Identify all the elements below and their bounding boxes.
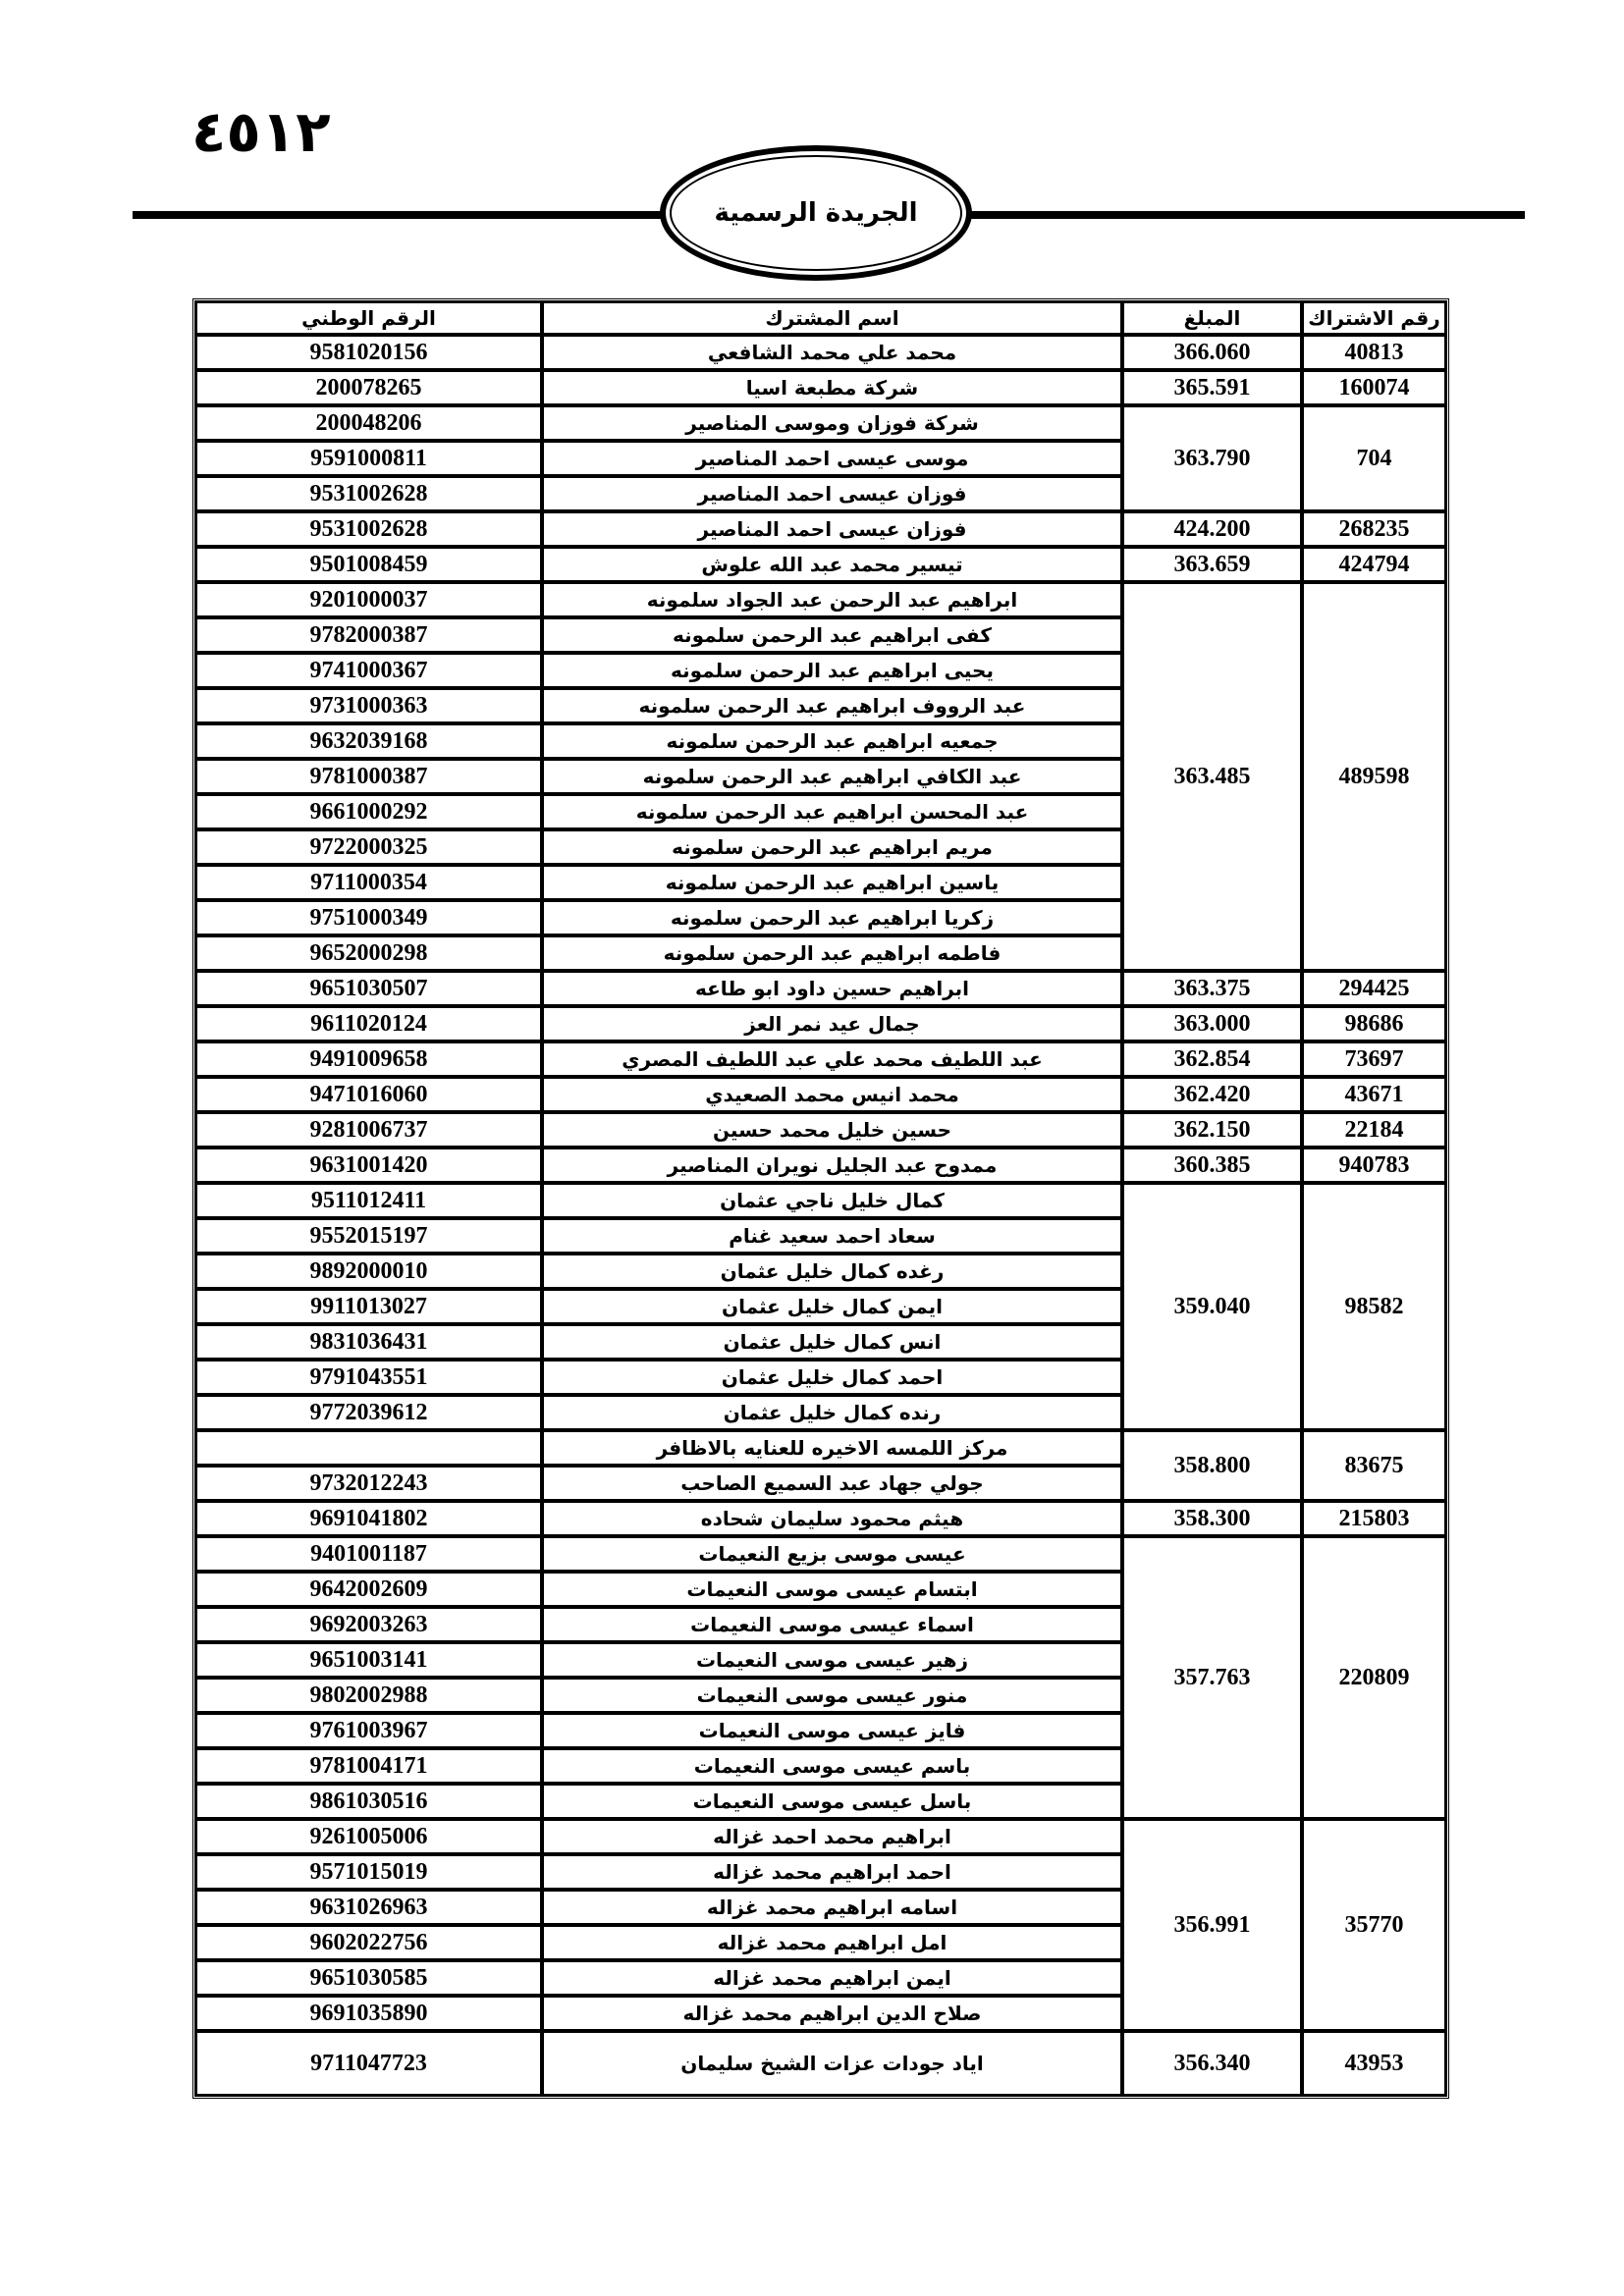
national-id-cell: 9691035890	[195, 1996, 542, 2031]
national-id-cell: 9692003263	[195, 1607, 542, 1642]
amount-cell: 363.000	[1122, 1006, 1302, 1041]
subscription-number-cell: 22184	[1302, 1112, 1446, 1148]
subscriber-name-cell: كفى ابراهيم عبد الرحمن سلمونه	[542, 617, 1122, 653]
subscriber-name-cell: جولي جهاد عبد السميع الصاحب	[542, 1466, 1122, 1501]
national-id-cell: 9631026963	[195, 1890, 542, 1925]
amount-cell: 358.300	[1122, 1501, 1302, 1536]
subscriber-name-cell: فايز عيسى موسى النعيمات	[542, 1713, 1122, 1748]
subscription-number-cell: 215803	[1302, 1501, 1446, 1536]
national-id-cell: 9591000811	[195, 441, 542, 476]
national-id-cell: 9732012243	[195, 1466, 542, 1501]
national-id-cell: 9741000367	[195, 653, 542, 688]
national-id-cell: 9642002609	[195, 1572, 542, 1607]
national-id-cell: 9531002628	[195, 511, 542, 547]
header-subscription: رقم الاشتراك	[1302, 301, 1446, 335]
subscriber-name-cell: ابتسام عيسى موسى النعيمات	[542, 1572, 1122, 1607]
subscription-number-cell: 424794	[1302, 547, 1446, 582]
amount-cell: 359.040	[1122, 1183, 1302, 1430]
national-id-cell: 9471016060	[195, 1077, 542, 1112]
table-row	[195, 2031, 1446, 2096]
table-row	[195, 547, 1446, 582]
amount-cell: 362.854	[1122, 1041, 1302, 1077]
header-oval	[660, 145, 972, 281]
national-id-cell: 9581020156	[195, 335, 542, 370]
national-id-cell: 9571015019	[195, 1854, 542, 1890]
table-row	[195, 1006, 1446, 1041]
page-number: ٤٥١٢	[191, 98, 331, 165]
table-row	[195, 335, 1446, 370]
subscriber-name-cell: ابراهيم محمد احمد غزاله	[542, 1819, 1122, 1854]
subscriber-name-cell: ممدوح عبد الجليل نويران المناصير	[542, 1148, 1122, 1183]
subscriber-name-cell: فوزان عيسى احمد المناصير	[542, 511, 1122, 547]
amount-cell: 363.790	[1122, 405, 1302, 511]
subscribers-table	[192, 298, 1449, 2099]
national-id-cell: 9781004171	[195, 1748, 542, 1784]
amount-cell: 365.591	[1122, 370, 1302, 405]
subscriber-name-cell: كمال خليل ناجي عثمان	[542, 1183, 1122, 1218]
subscriber-name-cell: موسى عيسى احمد المناصير	[542, 441, 1122, 476]
amount-cell: 363.485	[1122, 582, 1302, 971]
national-id-cell: 9261005006	[195, 1819, 542, 1854]
subscription-number-cell: 83675	[1302, 1430, 1446, 1501]
table-row	[195, 1430, 1446, 1466]
subscriber-name-cell: تيسير محمد عبد الله علوش	[542, 547, 1122, 582]
national-id-cell: 9511012411	[195, 1183, 542, 1218]
subscription-number-cell: 35770	[1302, 1819, 1446, 2031]
subscriber-name-cell: زكريا ابراهيم عبد الرحمن سلمونه	[542, 900, 1122, 935]
table-row	[195, 405, 1446, 441]
amount-cell: 366.060	[1122, 335, 1302, 370]
subscriber-name-cell: منور عيسى موسى النعيمات	[542, 1678, 1122, 1713]
subscriber-name-cell: اسامه ابراهيم محمد غزاله	[542, 1890, 1122, 1925]
subscriber-name-cell: فاطمه ابراهيم عبد الرحمن سلمونه	[542, 935, 1122, 971]
national-id-cell: 9711000354	[195, 865, 542, 900]
national-id-cell: 9661000292	[195, 794, 542, 829]
subscriber-name-cell: مريم ابراهيم عبد الرحمن سلمونه	[542, 829, 1122, 865]
amount-cell: 424.200	[1122, 511, 1302, 547]
national-id-cell: 9611020124	[195, 1006, 542, 1041]
table-header-row	[195, 301, 1446, 335]
subscriber-name-cell: جمعيه ابراهيم عبد الرحمن سلمونه	[542, 723, 1122, 759]
national-id-cell: 9201000037	[195, 582, 542, 617]
national-id-cell: 9691041802	[195, 1501, 542, 1536]
national-id-cell: 9651003141	[195, 1642, 542, 1678]
table-row	[195, 511, 1446, 547]
subscriber-name-cell: محمد علي محمد الشافعي	[542, 335, 1122, 370]
national-id-cell: 9651030507	[195, 971, 542, 1006]
subscriber-name-cell: شركة فوزان وموسى المناصير	[542, 405, 1122, 441]
table-row	[195, 1077, 1446, 1112]
subscriber-name-cell: انس كمال خليل عثمان	[542, 1324, 1122, 1360]
national-id-cell: 9401001187	[195, 1536, 542, 1572]
amount-cell: 362.420	[1122, 1077, 1302, 1112]
national-id-cell: 9782000387	[195, 617, 542, 653]
header-amount: المبلغ	[1122, 301, 1302, 335]
subscriber-name-cell: باسم عيسى موسى النعيمات	[542, 1748, 1122, 1784]
national-id-cell: 9501008459	[195, 547, 542, 582]
national-id-cell: 9652000298	[195, 935, 542, 971]
national-id-cell: 9632039168	[195, 723, 542, 759]
subscription-number-cell: 294425	[1302, 971, 1446, 1006]
national-id-cell	[195, 1430, 542, 1466]
national-id-cell: 9531002628	[195, 476, 542, 511]
subscriber-name-cell: حسين خليل محمد حسين	[542, 1112, 1122, 1148]
amount-cell: 360.385	[1122, 1148, 1302, 1183]
national-id-cell: 9281006737	[195, 1112, 542, 1148]
subscriber-name-cell: هيثم محمود سليمان شحاده	[542, 1501, 1122, 1536]
subscription-number-cell: 268235	[1302, 511, 1446, 547]
subscriber-name-cell: رغده كمال خليل عثمان	[542, 1254, 1122, 1289]
subscriber-name-cell: سعاد احمد سعيد غنام	[542, 1218, 1122, 1254]
national-id-cell: 9751000349	[195, 900, 542, 935]
national-id-cell: 9651030585	[195, 1960, 542, 1996]
subscriber-name-cell: اسماء عيسى موسى النعيمات	[542, 1607, 1122, 1642]
subscriber-name-cell: رنده كمال خليل عثمان	[542, 1395, 1122, 1430]
subscriber-name-cell: زهير عيسى موسى النعيمات	[542, 1642, 1122, 1678]
subscription-number-cell: 704	[1302, 405, 1446, 511]
national-id-cell: 9861030516	[195, 1784, 542, 1819]
subscriber-name-cell: عبد المحسن ابراهيم عبد الرحمن سلمونه	[542, 794, 1122, 829]
table-row	[195, 1148, 1446, 1183]
subscription-number-cell: 160074	[1302, 370, 1446, 405]
subscriber-name-cell: عيسى موسى بزيع النعيمات	[542, 1536, 1122, 1572]
amount-cell: 356.991	[1122, 1819, 1302, 2031]
subscription-number-cell: 489598	[1302, 582, 1446, 971]
national-id-cell: 9722000325	[195, 829, 542, 865]
subscriber-name-cell: ياسين ابراهيم عبد الرحمن سلمونه	[542, 865, 1122, 900]
table-row	[195, 370, 1446, 405]
table-row	[195, 582, 1446, 617]
national-id-cell: 9602022756	[195, 1925, 542, 1960]
national-id-cell: 200078265	[195, 370, 542, 405]
subscriber-name-cell: ابراهيم حسين داود ابو طاعه	[542, 971, 1122, 1006]
header-name: اسم المشترك	[542, 301, 1122, 335]
amount-cell: 362.150	[1122, 1112, 1302, 1148]
subscription-number-cell: 98686	[1302, 1006, 1446, 1041]
subscriber-name-cell: ايمن كمال خليل عثمان	[542, 1289, 1122, 1324]
amount-cell: 357.763	[1122, 1536, 1302, 1819]
national-id-cell: 9761003967	[195, 1713, 542, 1748]
table-row	[195, 971, 1446, 1006]
national-id-cell: 9731000363	[195, 688, 542, 723]
subscriber-name-cell: صلاح الدين ابراهيم محمد غزاله	[542, 1996, 1122, 2031]
national-id-cell: 9711047723	[195, 2031, 542, 2096]
subscriber-name-cell: جمال عيد نمر العز	[542, 1006, 1122, 1041]
subscriber-name-cell: مركز اللمسه الاخيره للعنايه بالاظافر	[542, 1430, 1122, 1466]
national-id-cell: 9802002988	[195, 1678, 542, 1713]
table-row	[195, 1819, 1446, 1854]
national-id-cell: 9491009658	[195, 1041, 542, 1077]
subscriber-name-cell: يحيى ابراهيم عبد الرحمن سلمونه	[542, 653, 1122, 688]
subscriber-name-cell: امل ابراهيم محمد غزاله	[542, 1925, 1122, 1960]
header-national-id: الرقم الوطني	[195, 301, 542, 335]
subscription-number-cell: 940783	[1302, 1148, 1446, 1183]
national-id-cell: 9772039612	[195, 1395, 542, 1430]
gazette-title: الجريدة الرسمية	[714, 198, 918, 228]
subscription-number-cell: 43953	[1302, 2031, 1446, 2096]
national-id-cell: 9791043551	[195, 1360, 542, 1395]
subscriber-name-cell: عبد الكافي ابراهيم عبد الرحمن سلمونه	[542, 759, 1122, 794]
national-id-cell: 200048206	[195, 405, 542, 441]
amount-cell: 363.375	[1122, 971, 1302, 1006]
subscription-number-cell: 43671	[1302, 1077, 1446, 1112]
national-id-cell: 9911013027	[195, 1289, 542, 1324]
subscriber-name-cell: اياد جودات عزات الشيخ سليمان	[542, 2031, 1122, 2096]
national-id-cell: 9552015197	[195, 1218, 542, 1254]
subscriber-name-cell: عبد الرووف ابراهيم عبد الرحمن سلمونه	[542, 688, 1122, 723]
national-id-cell: 9631001420	[195, 1148, 542, 1183]
subscription-number-cell: 73697	[1302, 1041, 1446, 1077]
subscriber-name-cell: باسل عيسى موسى النعيمات	[542, 1784, 1122, 1819]
subscriber-name-cell: ابراهيم عبد الرحمن عبد الجواد سلمونه	[542, 582, 1122, 617]
national-id-cell: 9781000387	[195, 759, 542, 794]
table-row	[195, 1501, 1446, 1536]
subscriber-name-cell: عبد اللطيف محمد علي عبد اللطيف المصري	[542, 1041, 1122, 1077]
national-id-cell: 9892000010	[195, 1254, 542, 1289]
amount-cell: 356.340	[1122, 2031, 1302, 2096]
table-row	[195, 1112, 1446, 1148]
subscriber-name-cell: احمد ابراهيم محمد غزاله	[542, 1854, 1122, 1890]
table-row	[195, 1183, 1446, 1218]
table-row	[195, 1041, 1446, 1077]
table-row	[195, 1536, 1446, 1572]
national-id-cell: 9831036431	[195, 1324, 542, 1360]
subscription-number-cell: 40813	[1302, 335, 1446, 370]
subscriber-name-cell: فوزان عيسى احمد المناصير	[542, 476, 1122, 511]
subscriber-name-cell: شركة مطبعة اسيا	[542, 370, 1122, 405]
subscriber-name-cell: احمد كمال خليل عثمان	[542, 1360, 1122, 1395]
subscriber-name-cell: ايمن ابراهيم محمد غزاله	[542, 1960, 1122, 1996]
subscription-number-cell: 220809	[1302, 1536, 1446, 1819]
subscription-number-cell: 98582	[1302, 1183, 1446, 1430]
amount-cell: 358.800	[1122, 1430, 1302, 1501]
amount-cell: 363.659	[1122, 547, 1302, 582]
subscriber-name-cell: محمد انيس محمد الصعيدي	[542, 1077, 1122, 1112]
